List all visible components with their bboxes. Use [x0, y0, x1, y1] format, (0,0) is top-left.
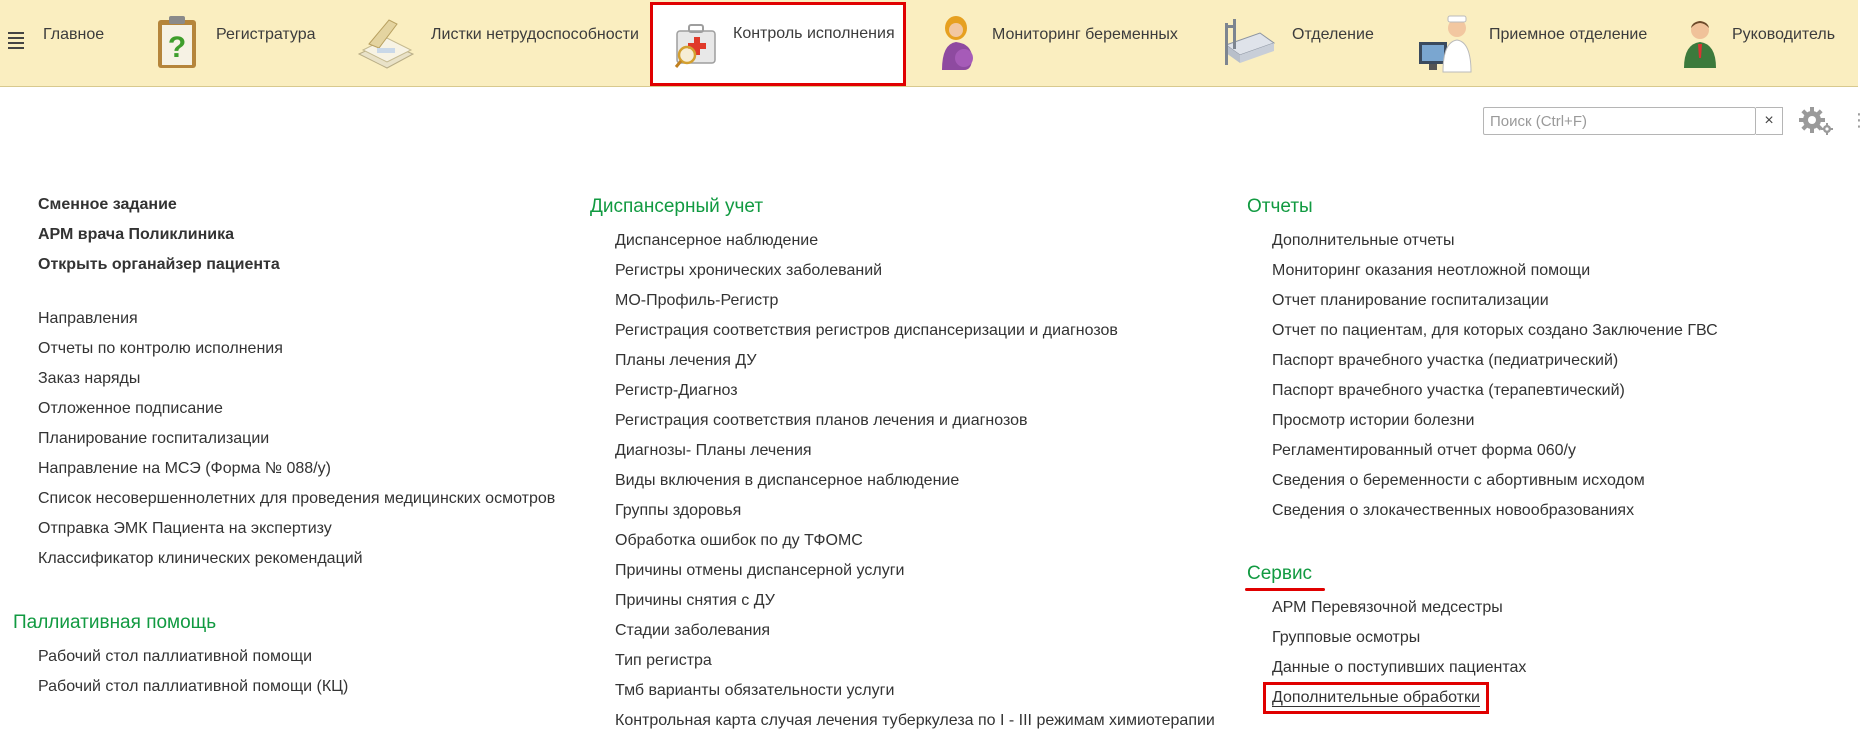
link-dispensary-observation[interactable]: Диспансерное наблюдение: [615, 232, 819, 249]
link-additional-processing[interactable]: [1263, 682, 1489, 714]
section-execution-control-label: Контроль исполнения: [733, 25, 895, 42]
link-tfoms-error-processing[interactable]: Обработка ошибок по ду ТФОМС: [615, 532, 863, 549]
link-minors-medical-exams-list[interactable]: Список несовершеннолетних для проведения медицинских осмотров: [38, 490, 556, 507]
link-register-type[interactable]: Тип регистра: [615, 652, 712, 669]
documents-stack-icon: [355, 14, 417, 72]
section-main-label: Главное: [43, 26, 105, 43]
link-plans-diagnoses-matching[interactable]: Регистрация соответствия планов лечения и диагнозов: [615, 412, 1028, 429]
settings-gear-icon[interactable]: [1798, 106, 1834, 136]
group-dispensary: [590, 188, 1215, 736]
link-tuberculosis-control-card[interactable]: Контрольная карта случая лечения туберкулеза по I - III режимам химиотерапии: [615, 712, 1215, 729]
link-clinical-guidelines-classifier[interactable]: Классификатор клинических рекомендаций: [38, 550, 363, 567]
manager-person-icon: [1682, 16, 1718, 70]
link-work-orders[interactable]: Заказ наряды: [38, 370, 141, 387]
section-admission-label: Приемное отделение: [1489, 26, 1648, 43]
group-palliative-care: [13, 604, 348, 702]
link-emergency-care-monitoring[interactable]: Мониторинг оказания неотложной помощи: [1272, 262, 1591, 279]
group-title-service-text: Сервис: [1247, 563, 1313, 584]
highlight-underline: [1245, 588, 1325, 591]
hamburger-menu-icon[interactable]: [8, 32, 24, 48]
link-admitted-patients-data[interactable]: Данные о поступивших пациентах: [1272, 659, 1527, 676]
link-shift-task[interactable]: Сменное задание: [38, 196, 177, 213]
svg-text:?: ?: [167, 31, 187, 64]
doctor-computer-icon: [1413, 12, 1475, 74]
link-abortive-pregnancy-info[interactable]: Сведения о беременности с абортивным исходом: [1272, 472, 1645, 489]
link-mse-referral[interactable]: Направление на МСЭ (Форма № 088/у): [38, 460, 331, 477]
link-hospitalization-planning[interactable]: Планирование госпитализации: [38, 430, 270, 447]
link-polyclinic-doctor-workplace[interactable]: АРМ врача Поликлиника: [38, 226, 235, 243]
additional-processing-row: [1272, 683, 1526, 713]
group-title-reports: Отчеты: [1247, 196, 1313, 217]
link-medical-history-view[interactable]: Просмотр истории болезни: [1272, 412, 1475, 429]
section-pregnancy-monitoring-label: Мониторинг беременных: [992, 26, 1178, 43]
link-mo-profile-register[interactable]: МО-Профиль-Регистр: [615, 292, 779, 309]
link-pediatric-district-passport[interactable]: Паспорт врачебного участка (педиатрический): [1272, 352, 1619, 369]
link-execution-control-reports[interactable]: Отчеты по контролю исполнения: [38, 340, 283, 357]
link-malignant-neoplasms-info[interactable]: Сведения о злокачественных новообразованиях: [1272, 502, 1635, 519]
group-title-service: [1247, 555, 1312, 593]
link-additional-reports[interactable]: Дополнительные отчеты: [1272, 232, 1455, 249]
link-send-emk-expertise[interactable]: Отправка ЭМК Пациента на экспертизу: [38, 520, 332, 537]
link-health-groups[interactable]: Группы здоровья: [615, 502, 742, 519]
link-palliative-desktop[interactable]: Рабочий стол паллиативной помощи: [38, 648, 313, 665]
sections-panel: [0, 0, 1858, 87]
link-du-treatment-plans[interactable]: Планы лечения ДУ: [615, 352, 757, 369]
hospital-bed-icon: [1220, 15, 1278, 71]
group-reports: [1247, 188, 1718, 526]
link-palliative-desktop-kc[interactable]: Рабочий стол паллиативной помощи (КЦ): [38, 678, 349, 695]
more-actions-icon[interactable]: ⋮: [1850, 110, 1868, 130]
link-diagnoses-treatment-plans[interactable]: Диагнозы- Планы лечения: [615, 442, 812, 459]
link-service-obligation-variants[interactable]: Тмб варианты обязательности услуги: [615, 682, 895, 699]
link-therapeutic-district-passport[interactable]: Паспорт врачебного участка (терапевтический): [1272, 382, 1625, 399]
link-form-060-report[interactable]: Регламентированный отчет форма 060/у: [1272, 442, 1576, 459]
spacer: [38, 280, 555, 304]
link-open-patient-organizer[interactable]: Открыть органайзер пациента: [38, 256, 280, 273]
link-chronic-disease-registers[interactable]: Регистры хронических заболеваний: [615, 262, 883, 279]
group-service: [1247, 555, 1526, 713]
group-title-dispensary: Диспансерный учет: [590, 196, 764, 217]
link-group-examinations[interactable]: Групповые осмотры: [1272, 629, 1421, 646]
section-manager[interactable]: [1682, 6, 1835, 80]
section-manager-label: Руководитель: [1732, 26, 1836, 43]
search-input[interactable]: [1483, 107, 1756, 135]
medical-kit-magnifier-icon: [673, 19, 719, 69]
link-service-cancel-reasons[interactable]: Причины отмены диспансерной услуги: [615, 562, 905, 579]
clipboard-question-icon: [152, 14, 202, 72]
link-du-removal-reasons[interactable]: Причины снятия с ДУ: [615, 592, 775, 609]
link-disease-stages[interactable]: Стадии заболевания: [615, 622, 771, 639]
section-execution-control[interactable]: [650, 2, 906, 86]
section-registry[interactable]: [152, 6, 316, 80]
section-sick-leaves-label: Листки нетрудоспособности: [431, 26, 639, 43]
link-deferred-signing[interactable]: Отложенное подписание: [38, 400, 223, 417]
pregnant-woman-icon: [934, 14, 978, 72]
clear-search-button[interactable]: ×: [1756, 107, 1783, 135]
section-pregnancy-monitoring[interactable]: [934, 6, 1178, 80]
link-additional-processing-text: Дополнительные обработки: [1272, 689, 1480, 706]
section-registry-label: Регистратура: [216, 26, 316, 43]
link-gvs-conclusion-report[interactable]: Отчет по пациентам, для которых создано Заключение ГВС: [1272, 322, 1718, 339]
link-register-diagnosis-matching[interactable]: Регистрация соответствия регистров диспансеризации и диагнозов: [615, 322, 1118, 339]
section-department[interactable]: [1220, 6, 1374, 80]
link-hospitalization-planning-report[interactable]: Отчет планирование госпитализации: [1272, 292, 1549, 309]
section-sick-leaves[interactable]: [355, 6, 639, 80]
link-dressing-nurse-workplace[interactable]: АРМ Перевязочной медсестры: [1272, 599, 1503, 616]
link-inclusion-types[interactable]: Виды включения в диспансерное наблюдение: [615, 472, 960, 489]
group-title-palliative: Паллиативная помощь: [13, 612, 217, 633]
column-general: [38, 190, 555, 574]
group-title-service-wrap: [1247, 555, 1526, 593]
section-main[interactable]: [43, 6, 104, 80]
section-admission[interactable]: [1413, 6, 1647, 80]
section-department-label: Отделение: [1292, 26, 1374, 43]
link-referrals[interactable]: Направления: [38, 310, 138, 327]
link-register-diagnosis[interactable]: Регистр-Диагноз: [615, 382, 738, 399]
